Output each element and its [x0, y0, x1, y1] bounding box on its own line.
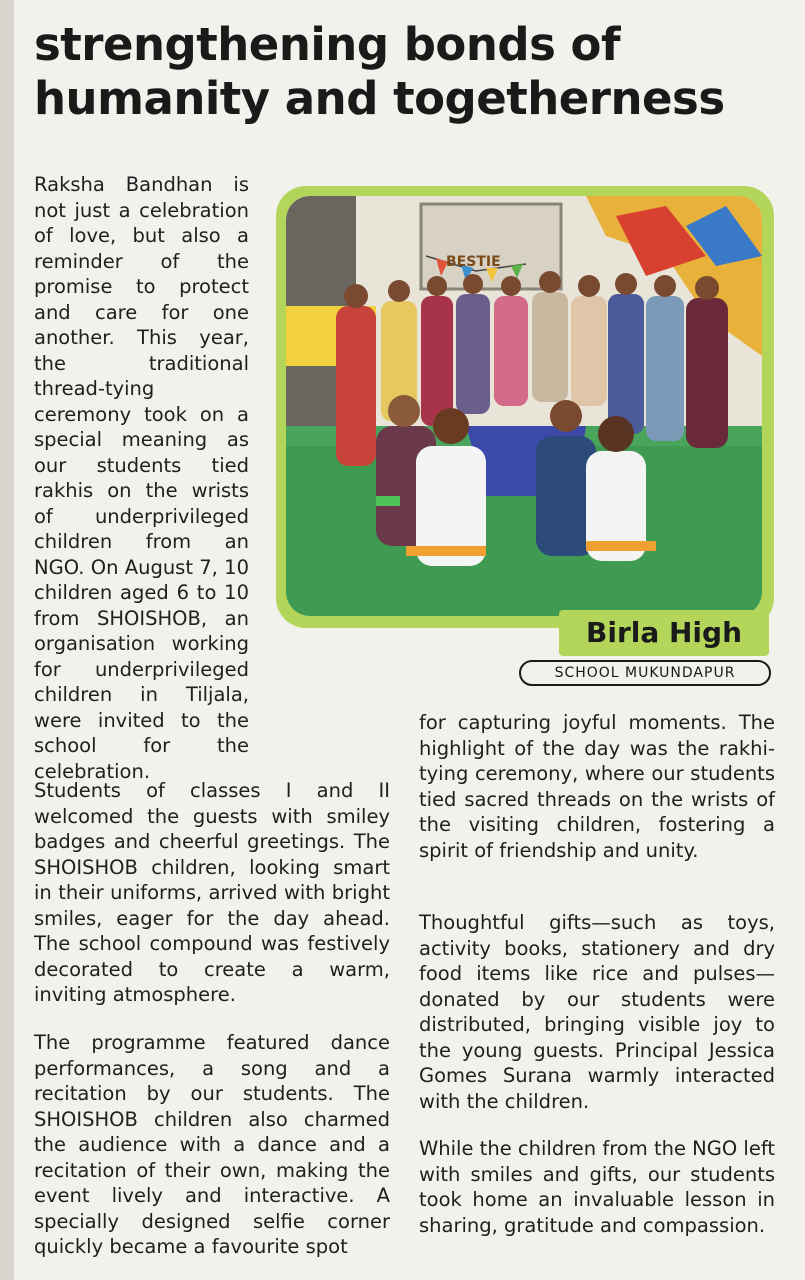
paragraph-conclusion: While the children from the NGO left with smiles and gifts, our students took home an invaluable lesson in sharing, gratitude and compassion. — [419, 1137, 775, 1237]
event-photo — [286, 196, 762, 616]
paragraph-intro: Raksha Bandhan is not just a celebration of love, but also a reminder of the promise to protect and care for one another. This year, the traditional thread-tying ceremony took on a special meaning as our students tied rakhis on the wrists of underprivileged children from an NGO. On August 7, 10 children aged 6 to 10 from SHOISHOB, an organisation working for underprivileged children in Tiljala, were invited to the school for the celebration. — [34, 173, 249, 783]
banner-text: BESTIE — [446, 254, 501, 270]
school-name-badge: Birla High — [559, 610, 769, 656]
paragraph-gifts: Thoughtful gifts—such as toys, activity books, stationery and dry food items like rice and pulses—donated by our students were distributed, bringing visible joy to the young guests. Principal Jessica Gomes Surana warmly interacted with the children. — [419, 911, 775, 1113]
paragraph-welcome: Students of classes I and II welcomed the guests with smiley badges and cheerful greetings. The SHOISHOB children, looking smart in their uniforms, arrived with bright smiles, eager for the day ahead. The school compound was festively decorated to create a warm, inviting atmosphere. — [34, 779, 390, 1006]
paragraph-highlight: for capturing joyful moments. The highlight of the day was the rakhi-tying ceremony, where our students tied sacred threads on the wrists of the visiting children, fostering a spirit of friendship and unity. — [419, 711, 775, 862]
paragraph-programme: The programme featured dance performances, a song and a recitation by our students. The SHOISHOB children also charmed the audience with a dance and a recitation of their own, making the event lively and interactive. A specially designed selfie corner quickly became a favourite spot — [34, 1031, 390, 1258]
event-photo-illustration — [286, 196, 762, 616]
school-location-badge: SCHOOL MUKUNDAPUR — [519, 660, 771, 686]
headline: strengthening bonds of humanity and togetherness — [34, 18, 725, 125]
